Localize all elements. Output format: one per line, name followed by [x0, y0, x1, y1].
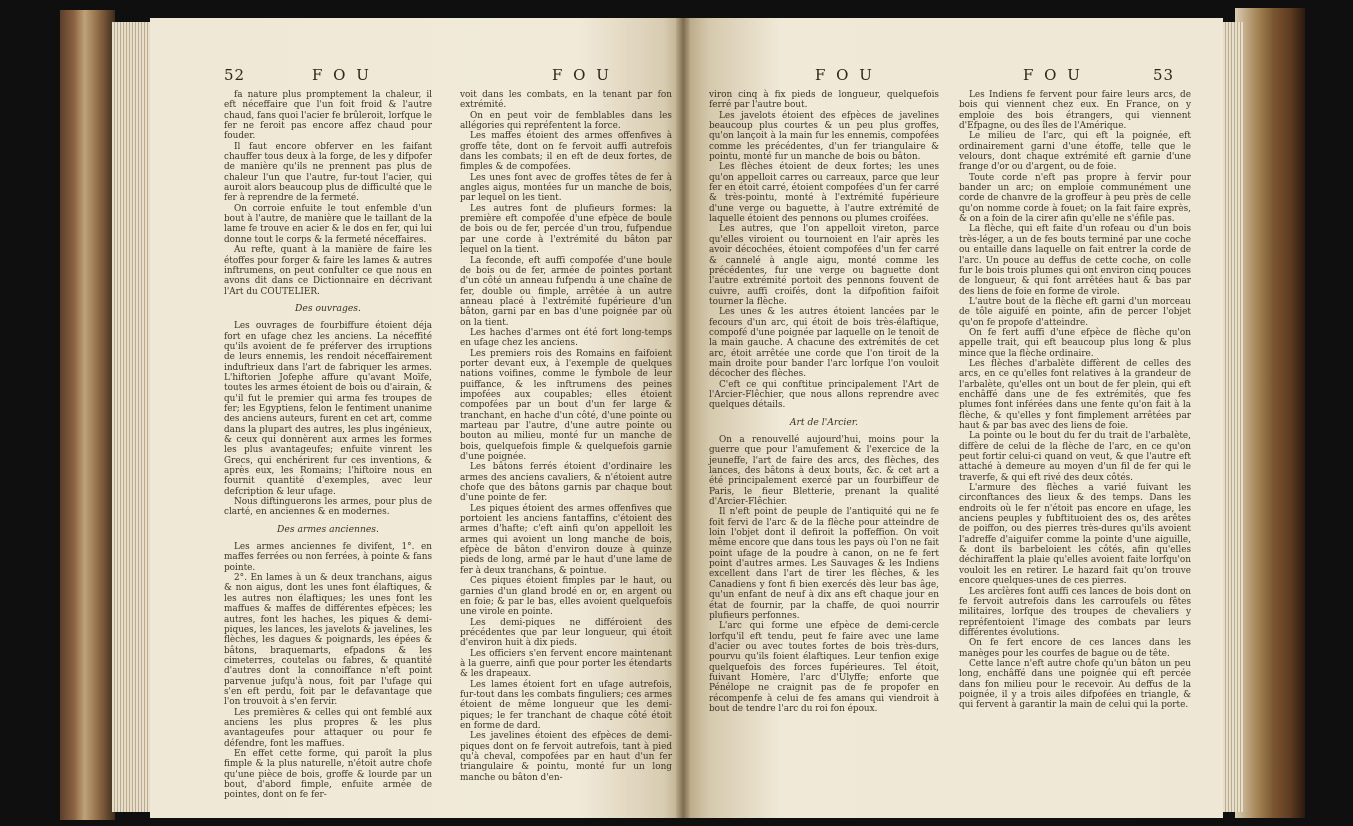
paragraph: fa nature plus promptement la chaleur, il eft néceffaire que l'un foit froid & l'autre chaud, fans quoi l'acier fe brûleroit, lorfque le fer ne feroit pas encore affez chaud pour fouder.: [224, 90, 432, 142]
paragraph: Les javelines étoient des efpèces de demi-piques dont on fe fervoit autrefois, tant à pied qu'à cheval, compofées par en haut d'un fer triangulaire & pointu, monté fur un long manche ou bâton d'en-: [460, 731, 672, 783]
paragraph: Il faut encore obferver en les faifant chauffer tous deux à la forge, de les y difpofer de manière qu'ils ne prennent pas plus de chaleur l'un que l'autre, fur-tout l'acier, qui auroit alors beaucoup plus de difficulté que le fer à reprendre de la fermeté.: [224, 141, 432, 204]
right-page: [683, 18, 1223, 818]
text-column-left: [224, 90, 432, 801]
paragraph: Nous diftinguerons les armes, pour plus de clarté, en anciennes & en modernes.: [224, 497, 432, 518]
text-column-left: [709, 90, 939, 714]
book-cover-right: [1235, 8, 1305, 818]
paragraph: La flèche, qui eft faite d'un rofeau ou d'un bois très-léger, a un de fes bouts terminé par une coche ou entaille dans laquelle on fait entrer la corde de l'arc. Un pouce au deffus de cette coche, on colle fur le bois trois plumes qui ont environ cinq pouces de longueur, & qui font arrêtées haut & bas par des liens de foie en forme de virole.: [959, 224, 1191, 297]
section-heading: Des ouvrages.: [295, 302, 361, 314]
paragraph: Les bâtons ferrés étoient d'ordinaire les armes des anciens cavaliers, & n'étoient autre chofe que des bâtons garnis par chaque bout d'une pointe de fer.: [460, 462, 672, 504]
paragraph: viron cinq à fix pieds de longueur, quelquefois ferré par l'autre bout.: [709, 90, 939, 111]
paragraph: Les Indiens fe fervent pour faire leurs arcs, de bois qui viennent chez eux. En France, on y emploie des bois étrangers, qui viennent d'Efpagne, ou des îles de l'Amérique.: [959, 90, 1191, 132]
paragraph: Cette lance n'eft autre chofe qu'un bâton un peu long, enchâffé dans une poignée qui eft percée dans fon milieu pour le recevoir. Au deffus de la poignée, il y a trois ailes difpofées en triangle, & qui fervent à garantir la main de celui qui la porte.: [959, 658, 1191, 711]
paragraph: C'eft ce qui conftitue principalement l'Art de l'Arcier-Flêchier, que nous allons reprendre avec quelques détails.: [709, 379, 939, 411]
page-number: 53: [1153, 66, 1175, 84]
paragraph: voit dans les combats, en la tenant par fon extrémité.: [460, 90, 672, 111]
paragraph: On a renouvellé aujourd'hui, moins pour la guerre que pour l'amufement & l'exercice de la jeuneffe, l'art de faire des arcs, des flèches, des lances, des bâtons à deux bouts, &c. & cet art a été principalement exercé par un fourbiffeur de Paris, le fieur Bletterie, prenant la qualité d'Arcier-Flêchier.: [709, 435, 939, 508]
paragraph: Les arcîères font auffi ces lances de bois dont on fe fervoit autrefois dans les carroufels ou fêtes militaires, lorfque des troupes de chevaliers y repréfentoient l'image des combats par leurs différentes évolutions.: [959, 586, 1191, 638]
paragraph: Les javelots étoient des efpèces de javelines beaucoup plus courtes & un peu plus groffes, qu'on lançoit à la main fur les ennemis, compofées comme les précédentes, d'un fer triangulaire & pointu, monté fur un manche de bois ou bâton.: [709, 110, 939, 163]
paragraph: Les flèches d'arbalète diffèrent de celles des arcs, en ce qu'elles font relatives à la grandeur de l'arbalète, qu'elles ont un bout de fer plein, qui eft enchâffé dans une de fes extrémités, que fes plumes font inférées dans une fente qu'on fait à la flèche, & qu'elles y font fimplement arrêtées par haut & par bas avec des liens de foie.: [959, 358, 1191, 431]
text-column-right: [959, 90, 1191, 711]
running-head: F O U: [1023, 66, 1083, 84]
paragraph: Les unes font avec de groffes têtes de fer à angles aigus, montées fur un manche de bois, par lequel on les tient.: [460, 172, 672, 204]
paragraph: Au refte, quant à la manière de faire les étoffes pour forger & faire les lames & autres inftrumens, on peut confulter ce que nous en avons dit dans ce Dictionnaire en décrivant l'Art du COUTELIER.: [224, 245, 432, 297]
paragraph: Les unes & les autres étoient lancées par le fecours d'un arc, qui étoit de bois très-élaftique, compofé d'une poignée par laquelle on le tenoit de la main gauche. A chacune des extrémités de cet arc, étoit arrêtée une corde que l'on tiroit de la main droite pour bander l'arc lorfque l'on vouloit décocher des flèches.: [709, 307, 939, 380]
paragraph: Les armes anciennes fe divifent, 1°. en maffes ferrées ou non ferrées, à pointe & fans pointe.: [224, 542, 432, 573]
paragraph: Les demi-piques ne différoient des précédentes que par leur longueur, qui étoit d'environ huit à dix pieds.: [460, 617, 672, 649]
paragraph: Il n'eft point de peuple de l'antiquité qui ne fe foit fervi de l'arc & de la flèche pour atteindre de loin l'objet dont il defiroit la poffeffion. On voit même encore que dans tous les pays où l'on ne fait point ufage de la poudre à canon, on ne fe fert point d'autres armes. Les Sauvages & les Indiens excellent dans l'art de tirer les flèches, & les Canadiens y font fi bien exercés dès leur bas âge, qu'un enfant de neuf à dix ans eft chaque jour en état de fournir, par la chaffe, de quoi nourrir plufieurs perfonnes.: [709, 507, 939, 621]
book-cover-left: [60, 10, 115, 820]
paragraph: La pointe ou le bout du fer du trait de l'arbalète, diffère de celui de la flèche de l'arc, en ce qu'on peut fortir celui-ci quand on veut, & que l'autre eft attaché à demeure au moyen d'un fil de fer qui le traverfe, & qui eft rivé des deux côtés.: [959, 431, 1191, 483]
page-number: 52: [224, 66, 246, 84]
book-gutter: [676, 18, 690, 818]
running-head: F O U: [312, 66, 372, 84]
paragraph: En effet cette forme, qui paroît la plus fimple & la plus naturelle, n'étoit autre chofe qu'une pièce de bois, groffe & lourde par un bout, d'abord fimple, enfuite armée de pointes, dont on fe fer-: [224, 748, 432, 801]
paragraph: L'armure des flèches a varié fuivant les circonftances des lieux & des temps. Dans les endroits où le fer n'étoit pas encore en ufage, les anciens peuples y fubftituoient des os, des arêtes de poiffon, ou des pierres très-dures qu'ils avoient l'adreffe d'aiguifer comme la pointe d'une aiguille, & dont ils barbeloient les côtés, afin qu'elles déchiraffent la plaie qu'elles avoient faite lorfqu'on vouloit les en retirer. Le hazard fait qu'on trouve encore quelques-unes de ces pierres.: [959, 483, 1191, 587]
section-heading: Des armes anciennes.: [277, 523, 379, 535]
section-heading: Art de l'Arcier.: [789, 416, 859, 428]
running-head: F O U: [815, 66, 875, 84]
paragraph: L'arc qui forme une efpèce de demi-cercle lorfqu'il eft tendu, peut fe faire avec une lame d'acier ou avec toutes fortes de bois très-durs, pourvu qu'ils foient élaftiques. Leur tenfion exige quelquefois des forces fupérieures. Tel étoit, fuivant Homère, l'arc d'Ulyffe; enforte que Pénélope ne craignit pas de fe propofer en récompenfe à celui de fes amans qui viendroit à bout de tendre l'arc du roi fon époux.: [709, 621, 939, 714]
paragraph: L'autre bout de la flèche eft garni d'un morceau de tôle aiguifé en pointe, afin de percer l'objet qu'on fe propofe d'atteindre.: [959, 296, 1191, 328]
paragraph: 2°. En lames à un & deux tranchans, aigus & non aigus, dont les unes font élaftiques, & les autres non élaftiques; les unes font les maffues & maffes de différentes efpèces; les autres, font les haches, les piques & demi-piques, les lances, les javelots & javelines, les flèches, les dagues & poignards, les épées & bâtons, braquemarts, efpadons & les cimeterres, coutelas ou fabres, & quantité d'autres dont la connoiffance n'eft point parvenue jufqu'à nous, foit par l'ufage qui s'en eft perdu, foit par le defavantage que l'on trouvoit à s'en fervir.: [224, 573, 432, 708]
paragraph: Les piques étoient des armes offenfives que portoient les anciens fantaffins, c'étoient des armes d'hafte; c'eft ainfi qu'on appelloit les armes qui avoient un long manche de bois, efpèce de bâton d'environ douze à quinze pieds de long, armé par le haut d'une lame de fer à deux tranchans, & pointue.: [460, 503, 672, 576]
paragraph: On fe fert encore de ces lances dans les manèges pour les courfes de bague ou de tête.: [959, 638, 1191, 659]
paragraph: Les autres font de plufieurs formes: la première eft compofée d'une efpèce de boule de bois ou de fer, percée d'un trou, fufpendue par une corde à l'extrémité du bâton par lequel on la tient.: [460, 203, 672, 256]
running-head: F O U: [552, 66, 612, 84]
paragraph: Les haches d'armes ont été fort long-temps en ufage chez les anciens.: [460, 327, 672, 349]
paragraph: On en peut voir de femblables dans les allégories qui repréfentent la force.: [460, 110, 672, 132]
paragraph: Le milieu de l'arc, qui eft la poignée, eft ordinairement garni d'une étoffe, telle que le velours, dont chaque extrémité eft garnie d'une frange d'or ou d'argent, ou de foie.: [959, 131, 1191, 173]
text-column-right: [460, 90, 672, 783]
paragraph: Les maffes étoient des armes offenfives à groffe tête, dont on fe fervoit auffi autrefois dans les combats; il en eft de deux fortes, de fimples & de compofées.: [460, 131, 672, 173]
paragraph: Les premiers rois des Romains en faifoient porter devant eux, à l'exemple de quelques nations voifines, comme le fymbole de leur puiffance, & les inftrumens des peines impofées aux coupables; elles étoient compofées par un bout d'un fer large & tranchant, en hache d'un côté, d'une pointe ou marteau par l'autre, d'une autre pointe ou bouton au milieu, monté fur un manche de bois, quelquefois fimple & quelquefois garnie d'une poignée.: [460, 348, 672, 463]
paragraph: Les officiers s'en fervent encore maintenant à la guerre, ainfi que pour porter les étendarts & les drapeaux.: [460, 648, 672, 680]
paragraph: On corroie enfuite le tout enfemble d'un bout à l'autre, de manière que le taillant de la lame fe trouve en acier & le dos en fer, qui lui donne tout le corps & la fermeté néceffaires.: [224, 203, 432, 245]
paragraph: Les premières & celles qui ont femblé aux anciens les plus propres & les plus avantageufes pour attaquer ou pour fe défendre, font les maffues.: [224, 707, 432, 749]
paragraph: Les flèches étoient de deux fortes; les unes qu'on appelloit carres ou carreaux, parce que leur fer en étoit carré, étoient compofées d'un fer carré & très-pointu, monté à l'extrémité fupérieure d'une verge ou baguette, à l'autre extrémité de laquelle étoient des pennons ou plumes croifées.: [709, 162, 939, 225]
paragraph: La feconde, eft auffi compofée d'une boule de bois ou de fer, armée de pointes portant d'un côté un anneau fufpendu à une chaîne de fer, double ou fimple, arrêtée à un autre anneau placé à l'extrémité fupérieure d'un bâton, garni par en bas d'une poignée par où on la tient.: [460, 255, 672, 328]
paragraph: On fe fert auffi d'une efpèce de flèche qu'on appelle trait, qui eft beaucoup plus long & plus mince que la flèche ordinaire.: [959, 327, 1191, 359]
paragraph: Toute corde n'eft pas propre à fervir pour bander un arc; on emploie communément une corde de chanvre de la groffeur à peu près de celle qu'on nomme corde à fouet; on la fait faire exprès, & on a foin de la cirer afin qu'elle ne s'éfile pas.: [959, 172, 1191, 225]
left-page: [150, 18, 685, 818]
page-edges-left: [112, 22, 154, 812]
paragraph: Ces piques étoient fimples par le haut, ou garnies d'un gland brodé en or, en argent ou en foie; & par le bas, elles avoient quelquefois une virole en pointe.: [460, 576, 672, 618]
paragraph: Les ouvrages de fourbiffure étoient déja fort en ufage chez les anciens. La néceffité qu'ils avoient de fe préferver des irruptions de leurs ennemis, les rendoit néceffairement induftrieux dans l'art de fabriquer les armes. L'hiftorien Jofephe affure qu'avant Moïfe, toutes les armes étoient de bois ou d'airain, & qu'il fut le premier qui arma fes troupes de fer; les Egyptiens, felon le fentiment unanime des anciens auteurs, furent en cet art, comme dans la plupart des autres, les plus ingénieux, & ceux qui donnèrent aux armes les formes les plus avantageufes; enfuite vinrent les Grecs, qui enchérirent fur ces inventions, & après eux, les Romains; l'hiftoire nous en fournit quantité d'exemples, avec leur defcription & leur ufage.: [224, 321, 432, 497]
paragraph: Les autres, que l'on appelloit vireton, parce qu'elles viroient ou tournoient en l'air après les avoir décochées, étoient compofées d'un fer carré & cannelé à angle aigu, monté comme les précédentes, fur une verge ou baguette dont l'autre extrémité portoit des pennons fouvent de cuivre, auffi croifés, dont la difpofition faifoit tourner la flèche.: [709, 224, 939, 307]
paragraph: Les lames étoient fort en ufage autrefois, fur-tout dans les combats finguliers; ces armes étoient de même longueur que les demi-piques; le fer tranchant de chaque côté étoit en forme de dard.: [460, 679, 672, 731]
